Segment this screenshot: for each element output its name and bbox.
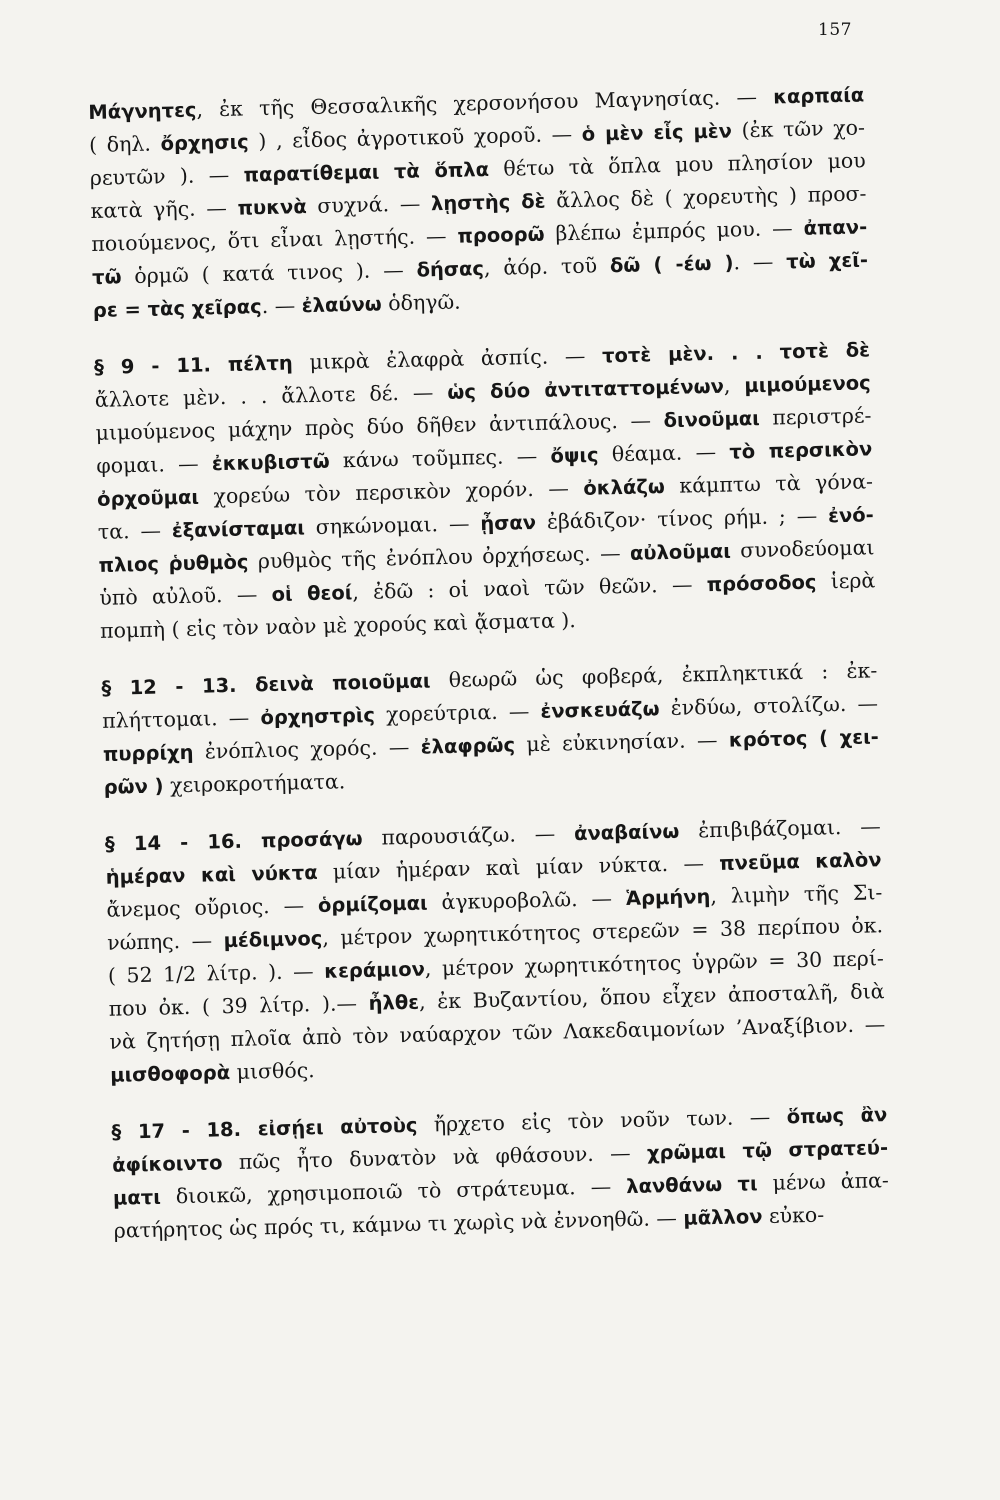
- lemma-term: ἐλαφρῶς: [420, 733, 516, 759]
- lemma-term: ᾖσαν: [480, 510, 537, 536]
- lemma-term: ἐξανίσταμαι: [171, 516, 306, 543]
- lemma-term: ὄρχησις: [160, 130, 249, 156]
- definition-text: , ἐκ Βυζαντίου, ὅπου εἶχεν ἀποσταλῆ, διὰ: [418, 979, 885, 1014]
- lemma-term: ὀκλάζω: [583, 475, 666, 500]
- lemma-term: χρῶμαι τῷ στρατεύ-: [646, 1136, 889, 1165]
- lemma-term: μισθοφορὰ: [109, 1061, 231, 1087]
- page-number: 157: [818, 20, 852, 40]
- lemma-term: πέλτη: [227, 351, 294, 376]
- lemma-term: ἐλαύνω: [301, 292, 382, 318]
- definition-text: μένω ἀπα-: [757, 1168, 890, 1196]
- definition-text: χειροκροτήματα.: [163, 769, 346, 798]
- definition-text: μίαν ἡμέραν καὶ μίαν νύκτα. —: [317, 850, 720, 884]
- lemma-term: ἀφίκοιντο: [112, 1151, 223, 1177]
- definition-text: , ἐκ τῆς Θεσσαλικῆς χερσονήσου Μαγνησίας. —: [196, 84, 774, 122]
- definition-text: τα. —: [97, 518, 173, 544]
- lemma-term: ἡμέραν καὶ νύκτα: [105, 860, 318, 889]
- lemma-term: δινοῦμαι: [663, 406, 761, 433]
- lemma-term: δῶ ( -έω ): [609, 251, 734, 278]
- lemma-term: προσάγω: [260, 826, 363, 853]
- lemma-term: ρῶν ): [103, 774, 164, 799]
- definition-text: συνοδεύομαι: [730, 535, 875, 563]
- definition-text: κάμπτω τὰ γόνα-: [664, 469, 874, 499]
- lemma-term: ἀναβαίνω: [573, 819, 680, 846]
- definition-text: , λιμὴν τῆς Σι-: [710, 880, 883, 909]
- definition-text: ἱερὰ: [816, 568, 876, 594]
- paragraph: [88, 78, 869, 327]
- definition-text: πῶς ἦτο δυνατὸν νὰ φθάσουν. —: [222, 1140, 648, 1175]
- lemma-term: ἐνό-: [827, 503, 874, 528]
- definition-text: ἐνόπλιος χορός. —: [193, 734, 421, 764]
- definition-text: διοικῶ, χρησιμοποιῶ τὸ στράτευμα. —: [160, 1174, 627, 1209]
- page-body: [88, 78, 890, 1247]
- lemma-term: τὼ χεῖ-: [785, 248, 869, 274]
- definition-text: ) , εἶδος ἀγροτικοῦ χοροῦ. —: [248, 121, 583, 154]
- definition-text: , μέτρον χωρητικότητος ὑγρῶν = 30 περί-: [424, 946, 885, 981]
- lemma-term: ὁρμίζομαι: [317, 891, 428, 917]
- lemma-term: λῃστὴς δὲ: [430, 189, 546, 216]
- definition-text: μιμούμενος μάχην πρὸς δύο δῆθεν ἀντιπάλους. —: [95, 408, 664, 445]
- section-marker: § 14 - 16.: [104, 829, 262, 856]
- lemma-term: πυρρίχη: [102, 740, 194, 766]
- lemma-term: ὅπως ἂν: [786, 1103, 888, 1129]
- lemma-term: πρόσοδος: [706, 570, 817, 597]
- definition-text: ὁδηγῶ.: [381, 289, 461, 316]
- paragraph: [94, 333, 877, 648]
- definition-text: πομπὴ ( εἰς τὸν ναὸν μὲ χορούς καὶ ᾄσματα ).: [99, 608, 577, 643]
- lemma-term: κεράμιον: [323, 957, 426, 983]
- lemma-term: ὄψις: [550, 443, 599, 468]
- lemma-term: λανθάνω τι: [625, 1172, 758, 1199]
- definition-text: κατὰ γῆς. —: [90, 195, 238, 223]
- lemma-term: ἐνσκευάζω: [540, 697, 660, 723]
- lemma-term: δήσας: [416, 257, 485, 282]
- definition-text: νὰ ζητήσῃ πλοῖα ἀπὸ τὸν ναύαρχον τῶν Λακεδαιμονίων ’Αναξίβιον. —: [109, 1012, 886, 1054]
- definition-text: μισθός.: [229, 1058, 315, 1085]
- paragraph: [101, 654, 880, 804]
- definition-text: νώπης. —: [106, 928, 224, 955]
- definition-text: πλήττομαι. —: [101, 705, 261, 733]
- definition-text: , ἐδῶ : οἱ ναοὶ τῶν θεῶν. —: [352, 572, 707, 605]
- definition-text: χορεύω τὸν περσικὸν χορόν. —: [198, 475, 584, 509]
- paragraph: [111, 1098, 890, 1248]
- definition-text: . —: [733, 249, 787, 275]
- definition-text: κάνω τοῦμπες. —: [329, 443, 551, 473]
- definition-text: ἐβάδιζον· τίνος ρήμ. ; —: [535, 503, 829, 534]
- definition-text: θέαμα. —: [598, 439, 730, 467]
- section-marker: § 12 - 13.: [101, 673, 256, 700]
- definition-text: ( 52 1/2 λίτρ. ). —: [107, 958, 325, 988]
- lemma-term: ἀπαν-: [803, 215, 868, 240]
- paragraph: [105, 810, 887, 1092]
- definition-text: . —: [261, 293, 303, 319]
- lemma-term: ἐκκυβιστῶ: [211, 449, 330, 476]
- definition-text: φομαι. —: [96, 451, 213, 478]
- definition-text: ,: [723, 373, 745, 398]
- definition-text: ρευτῶν ). —: [89, 162, 244, 190]
- lemma-term: ρε = τὰς χεῖρας: [92, 295, 262, 322]
- definition-text: χορεύτρια. —: [374, 698, 541, 727]
- definition-text: ὑπὸ αὐλοῦ. —: [99, 581, 272, 610]
- definition-text: , μέτρον χωρητικότητος στερεῶν = 38 περίπου ὀκ.: [322, 913, 884, 950]
- definition-text: σηκώνομαι. —: [304, 511, 481, 540]
- definition-text: μικρὰ ἐλαφρὰ ἀσπίς. —: [292, 343, 603, 375]
- lemma-term: εἰσῄει αὐτοὺς: [257, 1113, 418, 1141]
- lemma-term: προορῶ: [457, 222, 545, 248]
- section-marker: § 9 - 11.: [93, 352, 229, 379]
- lemma-term: τὸ περσικὸν: [729, 437, 873, 464]
- lemma-term: ματι: [112, 1185, 162, 1210]
- lemma-term: ὁ μὲν εἷς μὲν: [581, 119, 733, 146]
- definition-text: εὐκο-: [762, 1202, 825, 1228]
- lemma-term: μιμούμενος: [744, 371, 871, 398]
- lemma-term: μᾶλλον: [683, 1204, 763, 1230]
- definition-text: βλέπω ἐμπρός μου. —: [544, 215, 804, 246]
- definition-text: ἐπιβιβάζομαι. —: [679, 814, 882, 843]
- definition-text: ποιούμενος, ὅτι εἶναι λῃστής. —: [91, 223, 458, 256]
- lemma-term: παρατίθεμαι τὰ ὅπλα: [243, 157, 490, 187]
- lemma-term: οἱ θεοί: [271, 581, 353, 606]
- definition-text: , ἀόρ. τοῦ: [483, 253, 611, 281]
- lemma-term: αὐλοῦμαι: [629, 539, 732, 565]
- lemma-term: πυκνὰ: [237, 195, 307, 220]
- definition-text: συχνά. —: [306, 191, 432, 219]
- lemma-term: μέδιμνος: [223, 926, 323, 953]
- definition-text: ἀγκυροβολῶ. —: [427, 886, 627, 915]
- lemma-term: τοτὲ μὲν. . . τοτὲ δὲ: [601, 338, 871, 368]
- lemma-term: ὀρχοῦμαι: [96, 485, 200, 511]
- definition-text: θέτω τὰ ὅπλα μου πλησίον μου: [488, 148, 866, 181]
- definition-text: που ὀκ. ( 39 λίτρ. ).—: [108, 990, 369, 1021]
- lemma-term: ἦλθε: [368, 990, 420, 1015]
- definition-text: παρουσιάζω. —: [362, 821, 575, 850]
- lemma-term: Ἁρμήνη: [625, 885, 711, 910]
- lemma-term: ὀρχηστρὶς: [260, 703, 376, 730]
- lemma-term: Μάγνητες: [88, 98, 197, 124]
- definition-text: ἄνεμος οὔριος. —: [106, 892, 319, 922]
- definition-text: ἤρχετο εἰς τὸν νοῦν των. —: [417, 1104, 787, 1137]
- definition-text: ρυθμὸς τῆς ἐνόπλου ὀρχήσεως. —: [248, 540, 631, 574]
- lemma-term: ὡς δύο ἀντιταττομένων: [447, 374, 725, 404]
- section-marker: § 17 - 18.: [111, 1117, 258, 1144]
- definition-text: ρατήρητος ὡς πρός τι, κάμνω τι χωρὶς νὰ ἐννοηθῶ. —: [113, 1205, 684, 1243]
- definition-text: μὲ εὐκινησίαν. —: [514, 727, 730, 757]
- lemma-term: καρπαία: [772, 83, 865, 109]
- lemma-term: πνεῦμα καλὸν: [718, 848, 882, 875]
- definition-text: περιστρέ-: [759, 403, 872, 430]
- definition-text: ( δηλ.: [88, 131, 161, 157]
- lemma-term: τῶ: [91, 265, 122, 289]
- definition-text: ἄλλοτε μὲν. . . ἄλλοτε δέ. —: [94, 379, 448, 412]
- lemma-term: δεινὰ ποιοῦμαι: [254, 669, 431, 697]
- definition-text: (ἐκ τῶν χο-: [731, 115, 866, 143]
- lemma-term: κρότος ( χει-: [728, 725, 880, 752]
- definition-text: ἄλλος δὲ ( χορευτὴς ) προσ-: [545, 181, 867, 213]
- definition-text: θεωρῶ ὡς φοβερά, ἐκπληκτικά : ἐκ-: [430, 658, 878, 693]
- definition-text: ὁρμῶ ( κατά τινος ). —: [121, 257, 417, 289]
- definition-text: ἐνδύω, στολίζω. —: [659, 691, 879, 721]
- lemma-term: πλιος ῥυθμὸς: [98, 550, 249, 577]
